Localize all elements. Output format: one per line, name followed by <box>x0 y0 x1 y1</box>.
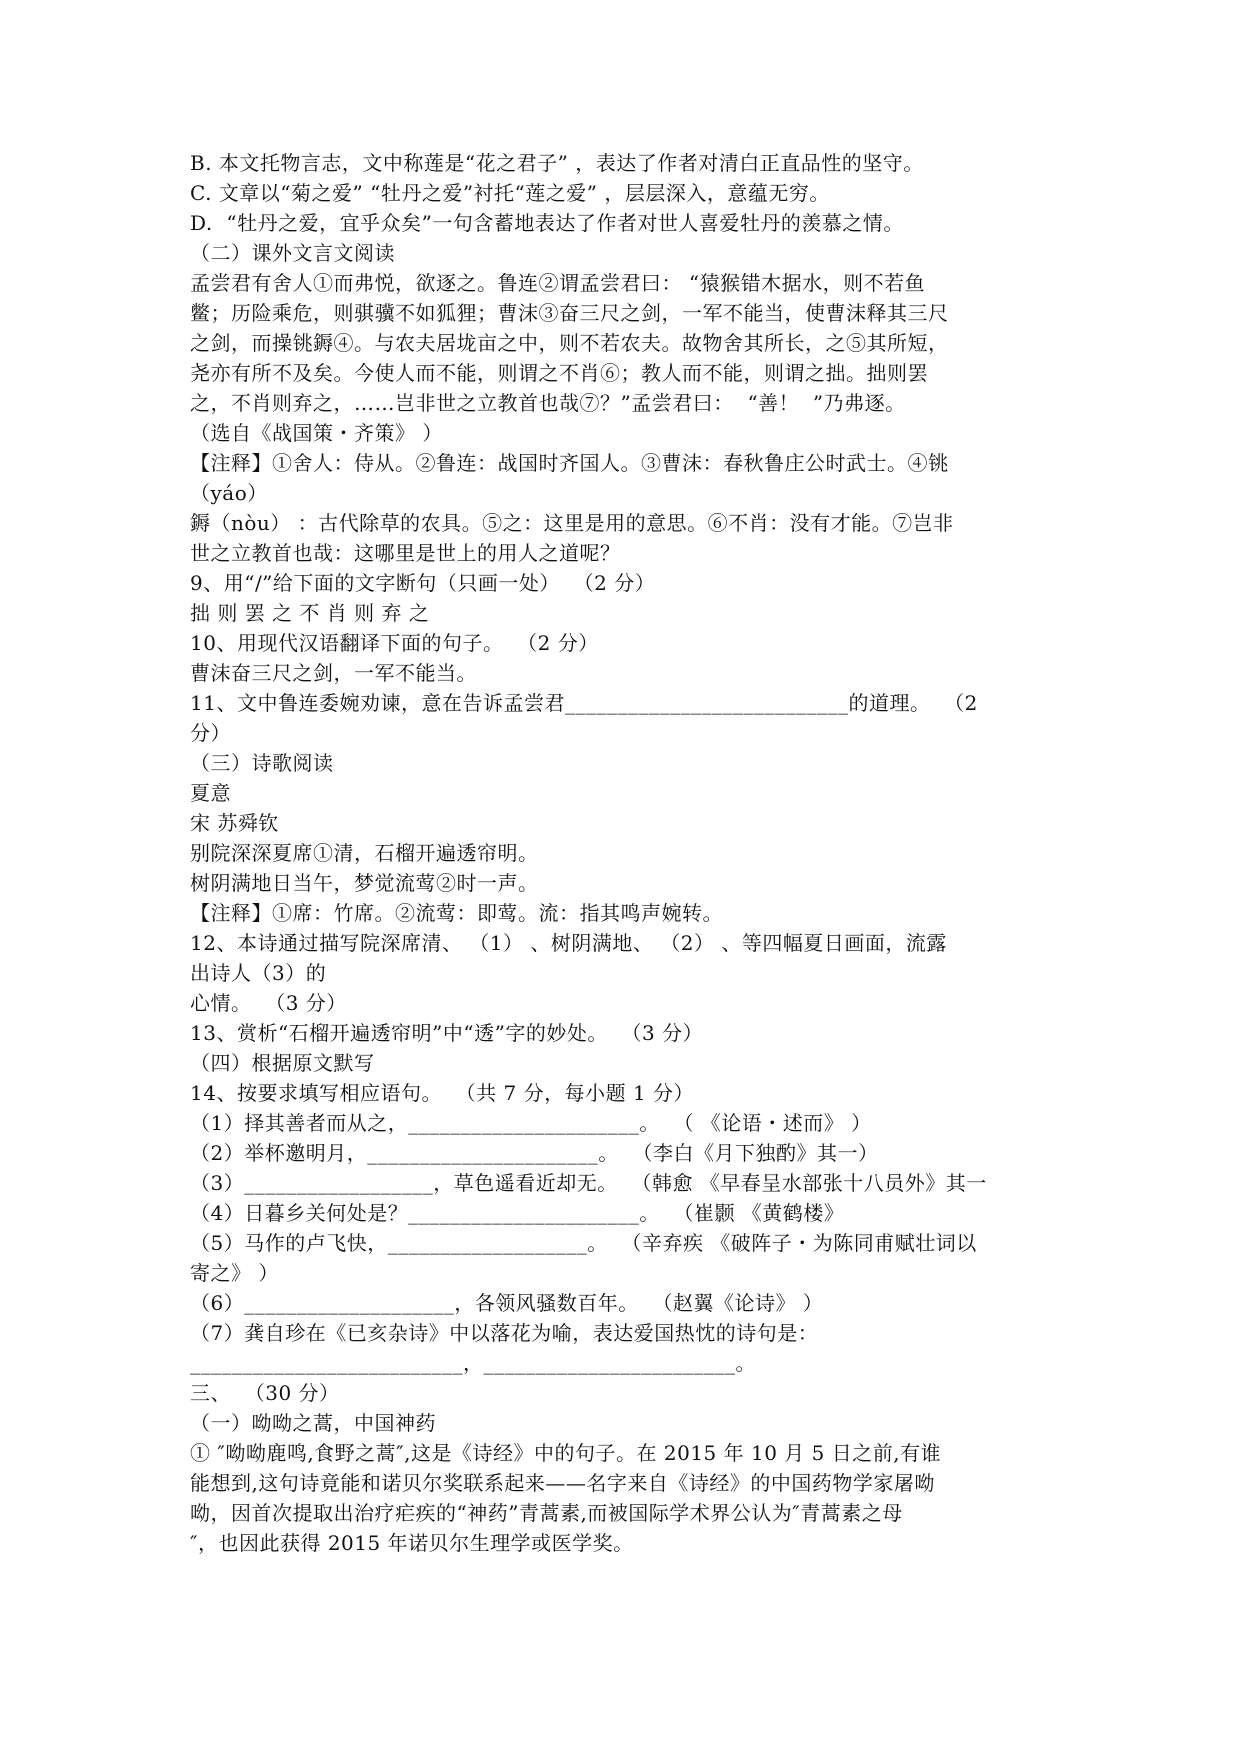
article-paragraph-line: 呦，因首次提取出治疗疟疾的“神药”青蒿素,而被国际学术界公认为″青蒿素之母 <box>190 1501 903 1525</box>
option-b: B. 本文托物言志，文中称莲是“花之君子” ，表达了作者对清白正直品性的坚守。 <box>190 151 924 175</box>
question-9: 9、用“/”给下面的文字断句（只画一处） （2 分） <box>190 571 656 595</box>
poem-line: 树阴满地日当午，梦觉流莺②时一声。 <box>190 871 539 895</box>
question-13: 13、赏析“石榴开遍透帘明”中“透”字的妙处。 （3 分） <box>190 1021 704 1045</box>
article-paragraph-line: 能想到,这句诗竟能和诺贝尔奖联系起来——名字来自《诗经》的中国药物学家屠呦 <box>190 1471 935 1495</box>
question-12: 12、本诗通过描写院深席清、 （1） 、树阴满地、 （2） 、等四幅夏日画面，流露 <box>190 931 947 955</box>
passage-line: 之，不肖则弃之，……岂非世之立教首也哉⑦？”孟尝君曰： “善！ ”乃弗逐。 <box>190 391 906 415</box>
dictation-item: （5）马作的卢飞快，___________________。 （辛弃疾 《破阵子・为陈同甫赋壮词以 <box>190 1231 977 1255</box>
dictation-item: （3）__________________，草色遥看近却无。 （韩愈 《早春呈水部张十八员外》其一 <box>190 1171 987 1195</box>
question-10: 10、用现代汉语翻译下面的句子。 （2 分） <box>190 631 599 655</box>
section-heading-poetry: （三）诗歌阅读 <box>190 751 334 775</box>
question-11: 11、文中鲁连委婉劝谏，意在告诉孟尝君___________________________的道理。 （2 <box>190 691 978 715</box>
passage-line: 之剑，而操铫鎒④。与农夫居垅亩之中，则不若农夫。故物舍其所长，之⑤其所短， <box>190 331 949 355</box>
dictation-item: （7）龚自珍在《已亥杂诗》中以落花为喻，表达爱国热忱的诗句是： <box>190 1321 819 1345</box>
dictation-item-cont: 寄之》 ） <box>190 1261 279 1285</box>
dictation-item: （2）举杯邀明月，______________________。 （李白《月下独酌》其一） <box>190 1141 879 1165</box>
question-12-cont: 出诗人（3）的 <box>190 961 327 985</box>
poem-annotation: 【注释】①席：竹席。②流莺：即莺。流：指其鸣声婉转。 <box>190 901 723 925</box>
annotation-line: 鎒（nòu） ：古代除草的农具。⑤之：这里是用的意思。⑥不肖：没有才能。⑦岂非 <box>190 511 954 535</box>
dictation-item: （4）日暮乡关何处是？______________________。 （崔颢 《黄鹤楼》 <box>190 1201 845 1225</box>
question-9-text: 拙 则 罢 之 不 肖 则 弃 之 <box>190 601 430 625</box>
option-c: C. 文章以“菊之爱” “牡丹之爱”衬托“莲之爱” ，层层深入，意蕴无穷。 <box>190 181 830 205</box>
dictation-blanks: __________________________，________________________。 <box>190 1351 756 1375</box>
question-14: 14、按要求填写相应语句。 （共 7 分，每小题 1 分） <box>190 1081 695 1105</box>
document-page <box>190 148 1070 1558</box>
poem-author: 宋 苏舜钦 <box>190 811 279 835</box>
article-title: （一）呦呦之蒿，中国神药 <box>190 1411 436 1435</box>
passage-line: 孟尝君有舍人①而弗悦，欲逐之。鲁连②谓孟尝君曰： “猿猴错木据水，则不若鱼 <box>190 271 926 295</box>
passage-line: 鳖；历险乘危，则骐骥不如狐狸；曹沫③奋三尺之剑，一军不能当，使曹沫释其三尺 <box>190 301 949 325</box>
passage-source: （选自《战国策・齐策》 ） <box>190 421 443 445</box>
section-heading-classical-reading: （二）课外文言文阅读 <box>190 241 395 265</box>
option-d: D. “牡丹之爱，宜乎众矣”一句含蓄地表达了作者对世人喜爱牡丹的羡慕之情。 <box>190 211 904 235</box>
question-10-sentence: 曹沫奋三尺之剑，一军不能当。 <box>190 661 477 685</box>
dictation-item: （6）____________________，各领风骚数百年。 （赵翼《论诗》 ） <box>190 1291 824 1315</box>
section-three-heading: 三、 （30 分） <box>190 1381 340 1405</box>
article-paragraph-line: ① ″呦呦鹿鸣,食野之蒿″,这是《诗经》中的句子。在 2015 年 10 月 5 日之前,有谁 <box>190 1441 942 1465</box>
annotation-line: 【注释】①舍人：侍从。②鲁连：战国时齐国人。③曹沫：春秋鲁庄公时武士。④铫 <box>190 451 949 475</box>
question-12-cont: 心情。 （3 分） <box>190 991 347 1015</box>
poem-title: 夏意 <box>190 781 231 805</box>
article-paragraph-line: ″，也因此获得 2015 年诺贝尔生理学或医学奖。 <box>190 1531 634 1555</box>
annotation-line: （yáo） <box>190 481 268 505</box>
annotation-line: 世之立教首也哉：这哪里是世上的用人之道呢？ <box>190 541 621 565</box>
dictation-item: （1）择其善者而从之，______________________。 （ 《论语・述而》 ） <box>190 1111 872 1135</box>
question-11-score: 分） <box>190 721 231 745</box>
section-heading-dictation: （四）根据原文默写 <box>190 1051 375 1075</box>
passage-line: 尧亦有所不及矣。今使人而不能，则谓之不肖⑥；教人而不能，则谓之拙。拙则罢 <box>190 361 928 385</box>
poem-line: 别院深深夏席①清，石榴开遍透帘明。 <box>190 841 539 865</box>
